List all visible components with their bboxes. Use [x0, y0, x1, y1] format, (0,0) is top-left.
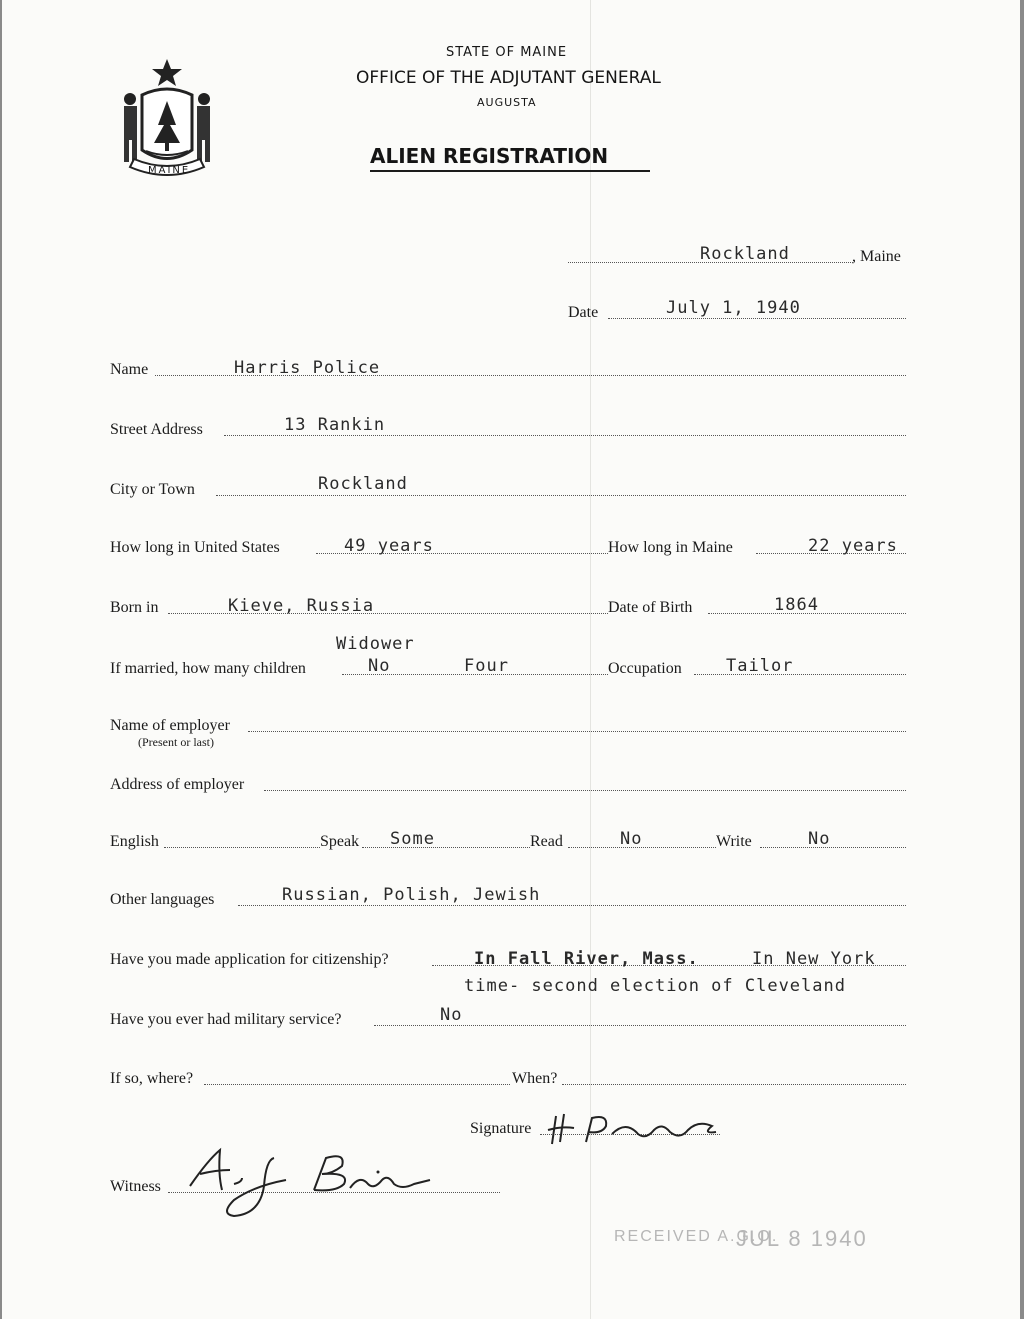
when-label: When?	[512, 1070, 558, 1087]
employer-address-line	[264, 790, 906, 791]
occupation-value: Tailor	[726, 656, 794, 676]
speak-value: Some	[390, 829, 435, 849]
street-value: 13 Rankin	[284, 415, 386, 435]
name-label: Name	[110, 361, 149, 378]
married-note: Widower	[336, 634, 415, 654]
date-line	[608, 318, 906, 319]
military-label: Have you ever had military service?	[110, 1011, 342, 1028]
married-label: If married, how many children	[110, 660, 306, 677]
military-value: No	[440, 1005, 463, 1025]
title-underline	[370, 170, 650, 172]
read-label: Read	[530, 833, 563, 850]
place-value: Rockland	[700, 244, 790, 264]
speak-label: Speak	[320, 833, 360, 850]
military-line	[374, 1025, 906, 1026]
citizenship-label: Have you made application for citizenship?	[110, 951, 389, 968]
born-label: Born in	[110, 599, 159, 616]
signature-image	[542, 1108, 732, 1150]
seal-banner-text: MAINE	[148, 165, 191, 176]
occupation-label: Occupation	[608, 660, 682, 677]
street-label: Street Address	[110, 421, 203, 438]
street-line	[224, 435, 906, 436]
maine-years-label: How long in Maine	[608, 539, 733, 556]
signature-label: Signature	[470, 1120, 532, 1137]
date-label: Date	[568, 304, 599, 321]
other-languages-label: Other languages	[110, 891, 215, 908]
city-heading: AUGUSTA	[477, 96, 537, 109]
employer-address-label: Address of employer	[110, 776, 245, 793]
name-value: Harris Police	[234, 358, 381, 378]
employer-line	[248, 731, 906, 732]
where-label: If so, where?	[110, 1070, 194, 1087]
state-heading: STATE OF MAINE	[446, 45, 568, 60]
witness-label: Witness	[110, 1178, 161, 1195]
us-years-value: 49 years	[344, 536, 434, 556]
dob-label: Date of Birth	[608, 599, 693, 616]
write-label: Write	[716, 833, 752, 850]
citizenship-value-1: In Fall River, Mass.	[474, 949, 699, 969]
born-value: Kieve, Russia	[228, 596, 375, 616]
received-stamp-date: JUL 8 1940	[736, 1226, 868, 1251]
citizenship-value-2: In New York	[752, 949, 876, 969]
write-line	[760, 847, 906, 848]
date-value: July 1, 1940	[666, 298, 801, 318]
city-label: City or Town	[110, 481, 195, 498]
other-languages-line	[238, 905, 906, 906]
write-value: No	[808, 829, 831, 849]
english-label: English	[110, 833, 159, 850]
witness-signature-image	[182, 1140, 442, 1224]
children-value: No	[368, 656, 391, 676]
citizenship-value-3: time- second election of Cleveland	[464, 976, 846, 996]
place-suffix: , Maine	[852, 248, 901, 265]
form-title: ALIEN REGISTRATION	[370, 144, 609, 168]
us-years-label: How long in United States	[110, 539, 280, 556]
received-stamp: RECEIVED A.G.O.	[614, 1228, 779, 1245]
maine-years-value: 22 years	[808, 536, 898, 556]
employer-sublabel: (Present or last)	[138, 735, 214, 749]
speak-line	[362, 847, 530, 848]
when-line	[562, 1084, 906, 1085]
children-count-value: Four	[464, 656, 509, 676]
alien-registration-form	[2, 0, 1020, 1319]
office-heading: OFFICE OF THE ADJUTANT GENERAL	[356, 68, 661, 88]
read-value: No	[620, 829, 643, 849]
city-line	[216, 495, 906, 496]
english-line	[164, 847, 320, 848]
where-line	[204, 1084, 510, 1085]
dob-value: 1864	[774, 595, 819, 615]
employer-label: Name of employer	[110, 717, 230, 734]
other-languages-value: Russian, Polish, Jewish	[282, 885, 541, 905]
city-value: Rockland	[318, 474, 408, 494]
